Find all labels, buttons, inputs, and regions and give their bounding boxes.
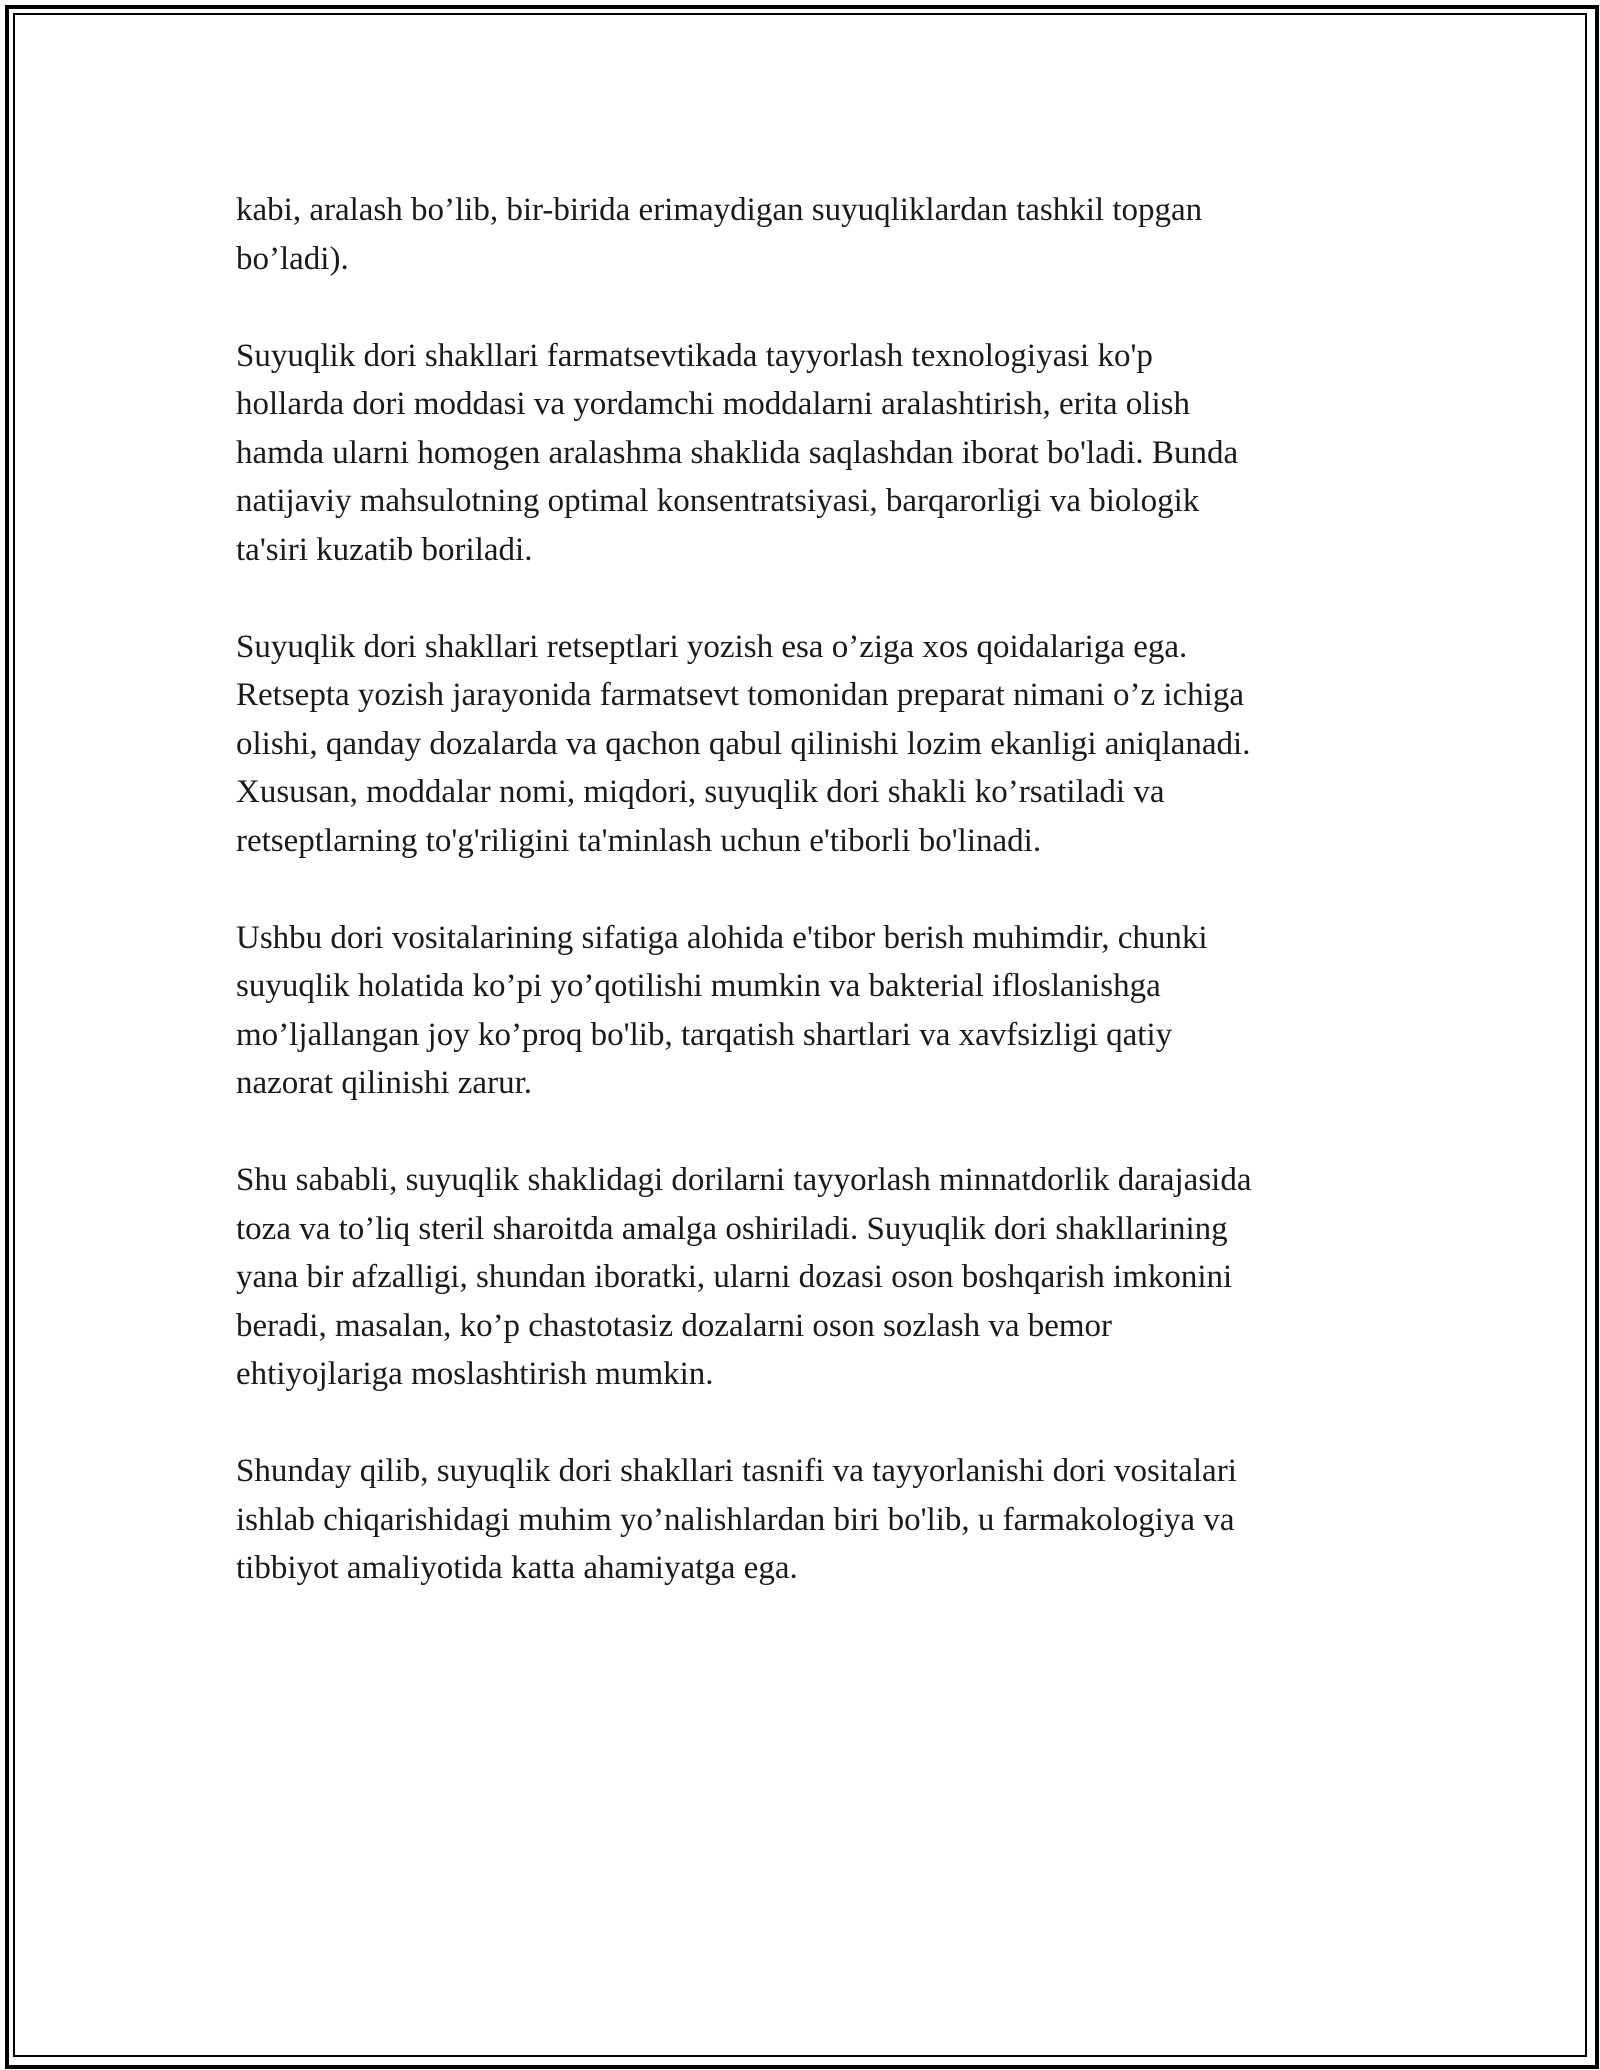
- paragraph-6: Shunday qilib, suyuqlik dori shakllari tasnifi va tayyorlanishi dori vositalari ishlab chiqarishidagi muhim yo’nalishlardan biri bo'lib, u farmakologiya va tibbiyot amaliyotida katta ahamiyatga ega.: [236, 1453, 1237, 1586]
- paragraph-5: Shu sababli, suyuqlik shaklidagi dorilarni tayyorlash minnatdorlik darajasida toza va to’liq steril sharoitda amalga oshiriladi. Suyuqlik dori shakllarining yana bir afzalligi, shundan iboratki, ularni dozasi oson boshqarish imkonini beradi, masalan, ko’p chastotasiz dozalarni oson sozlash va bemor ehtiyojlariga moslashtirish mumkin.: [236, 1162, 1252, 1392]
- document-body: [236, 186, 1386, 1641]
- paragraph-3: Suyuqlik dori shakllari retseptlari yozish esa o’ziga xos qoidalariga ega. Retsepta yozish jarayonida farmatsevt tomonidan preparat nimani o’z ichiga olishi, qanday dozalarda va qachon qabul qilinishi lozim ekanligi aniqlanadi. Xususan, moddalar nomi, miqdori, suyuqlik dori shakli ko’rsatiladi va retseptlarning to'g'riligini ta'minlash uchun e'tiborli bo'linadi.: [236, 628, 1251, 859]
- paragraph-4: Ushbu dori vositalarining sifatiga alohida e'tibor berish muhimdir, chunki suyuqlik holatida ko’pi yo’qotilishi mumkin va bakterial ifloslanishga mo’ljallangan joy ko’proq bo'lib, tarqatish shartlari va xavfsizligi qatiy nazorat qilinishi zarur.: [236, 919, 1208, 1101]
- paragraph-2: Suyuqlik dori shakllari farmatsevtikada tayyorlash texnologiyasi ko'p hollarda dori moddasi va yordamchi moddalarni aralashtirish, erita olish hamda ularni homogen aralashma shaklida saqlashdan iborat bo'ladi. Bunda natijaviy mahsulotning optimal konsentratsiyasi, barqarorligi va biologik ta'siri kuzatib boriladi.: [236, 337, 1239, 568]
- paragraph-1: kabi, aralash bo’lib, bir-birida erimaydigan suyuqliklardan tashkil topgan bo’ladi).: [236, 192, 1203, 277]
